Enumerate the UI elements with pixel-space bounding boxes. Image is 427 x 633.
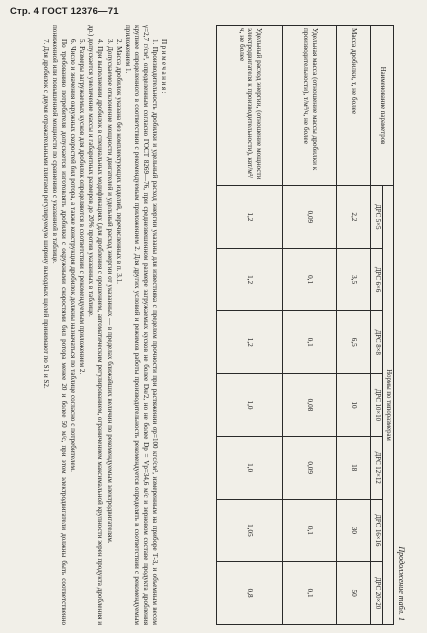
table-cell: 1,0 [217, 374, 283, 437]
table-cell: 50 [337, 562, 371, 625]
param-column-header: Наименование параметров [371, 26, 394, 186]
table-cell: 0,09 [283, 186, 337, 249]
table-cell: 0,1 [283, 562, 337, 625]
table-cell: 6,5 [337, 311, 371, 374]
table-row [283, 26, 337, 625]
table-cell: 30 [337, 499, 371, 562]
size-column-header: ДРС 6×6 [371, 248, 382, 311]
size-column-header: ДРС 8×8 [371, 311, 382, 374]
note-item: 5. Размеры загружаемых кусков для дробилок определяются в соответствии с рекомендуемым приложением 2. [78, 39, 87, 375]
table-cell: 0,1 [283, 311, 337, 374]
table-cell: 0,1 [283, 499, 337, 562]
table-cell: 0,08 [283, 374, 337, 437]
note-item: 2. Масса дробилок указана без комплектующих изделий, перечисленных в п. 3.1. [114, 39, 123, 284]
table-cell: 1,05 [217, 499, 283, 562]
row-label: Масса дробилки, т, не более [337, 26, 371, 186]
notes-title: Примечания: [160, 39, 168, 95]
table-header-row [382, 26, 393, 625]
size-column-header: ДРС 10×10 [371, 374, 382, 437]
table-cell: 1,2 [217, 248, 283, 311]
continuation-label: Продолжение табл. 1 [397, 546, 406, 621]
note-item: 6. Число и значения окружных скоростей бил ротора, а также конструкция дробилок должны назначаться по таблице согласно с потребителем. [69, 39, 78, 472]
rotated-page-content [8, 25, 408, 625]
table-row [217, 26, 283, 625]
size-column-header: ДРС 16×16 [371, 499, 382, 562]
note-item: По требованию потребителя допускается изготовлять дробилки с окружными скоростями бил ротора менее 20 и более 50 м/с, при этом электродвигатели должны быть соответственно пониженной или повышенной мощности по сравнению с указанной в таблице. [51, 25, 69, 625]
size-column-header: ДРС 20×20 [371, 562, 382, 625]
table-cell: 1,0 [217, 436, 283, 499]
table-cell: 1,2 [217, 311, 283, 374]
notes-section [41, 25, 168, 625]
note-item: 1. Производительность дробилки и удельный расход энергии указаны для известняка с пределом прочности при растяжении σр=100 кгс/см², измеренным на приборе Т-3, и объемным весом γ=2,7 г/см³, определенным согласно ГОСТ 8269—76, при среднезвешенном размере загружаемых кусков не более Dн/2, но не более Dр = Vр=34,6 м/с и зерновом составе продукта дробления крупнее определенного в соответствии с рекомендуемым приложением 2. Для других условий и режимов работы производительность рекомендуется определять в соответствии с рекомендуемым приложением 1. [123, 25, 159, 625]
page-header: Стр. 4 ГОСТ 12376—71 [10, 6, 119, 17]
size-column-header: ДРС 12×12 [371, 436, 382, 499]
table-cell: 10 [337, 374, 371, 437]
norms-header: Нормы по типоразмерам [382, 186, 393, 625]
table-cell: 18 [337, 436, 371, 499]
note-item: 4. При выполнении дробилок в специальных модификациях (для дробления с орошением, автоматическим регулированием, ограничением максимальной крупности зерен продукта дробления и др.) допускается увеличение массы и габаритных размеров до 20% против указанных в таблице. [87, 25, 105, 625]
table-cell: 2,2 [337, 186, 371, 249]
table-cell: 0,8 [217, 562, 283, 625]
table-row [337, 26, 371, 625]
row-label: Удельная масса (отношение массы дробилки к производительности), т/м³/ч, не более [283, 26, 337, 186]
table-cell: 1,2 [217, 186, 283, 249]
size-column-header: ДРС 5×5 [371, 186, 382, 249]
table-cell: 3,5 [337, 248, 371, 311]
parameters-table [216, 25, 394, 625]
table-cell: 0,1 [283, 248, 337, 311]
table-cell: 0,09 [283, 436, 337, 499]
note-item: 3. Допускаемое отклонение мощности двигателей и удельный расход энергии от указанных — в пределах ближайших величин по рекомендуемым электродвигателям. [105, 39, 114, 544]
note-item: 7. Для дробилок с двумя отражательными плитами регулируемую ширину выходных щелей принимают по S1 и S2. [41, 39, 50, 389]
row-label: Удельный расход энергии, (отношение мощности электродвигателя к производительности), квт/м³/ч, не более [217, 26, 283, 186]
